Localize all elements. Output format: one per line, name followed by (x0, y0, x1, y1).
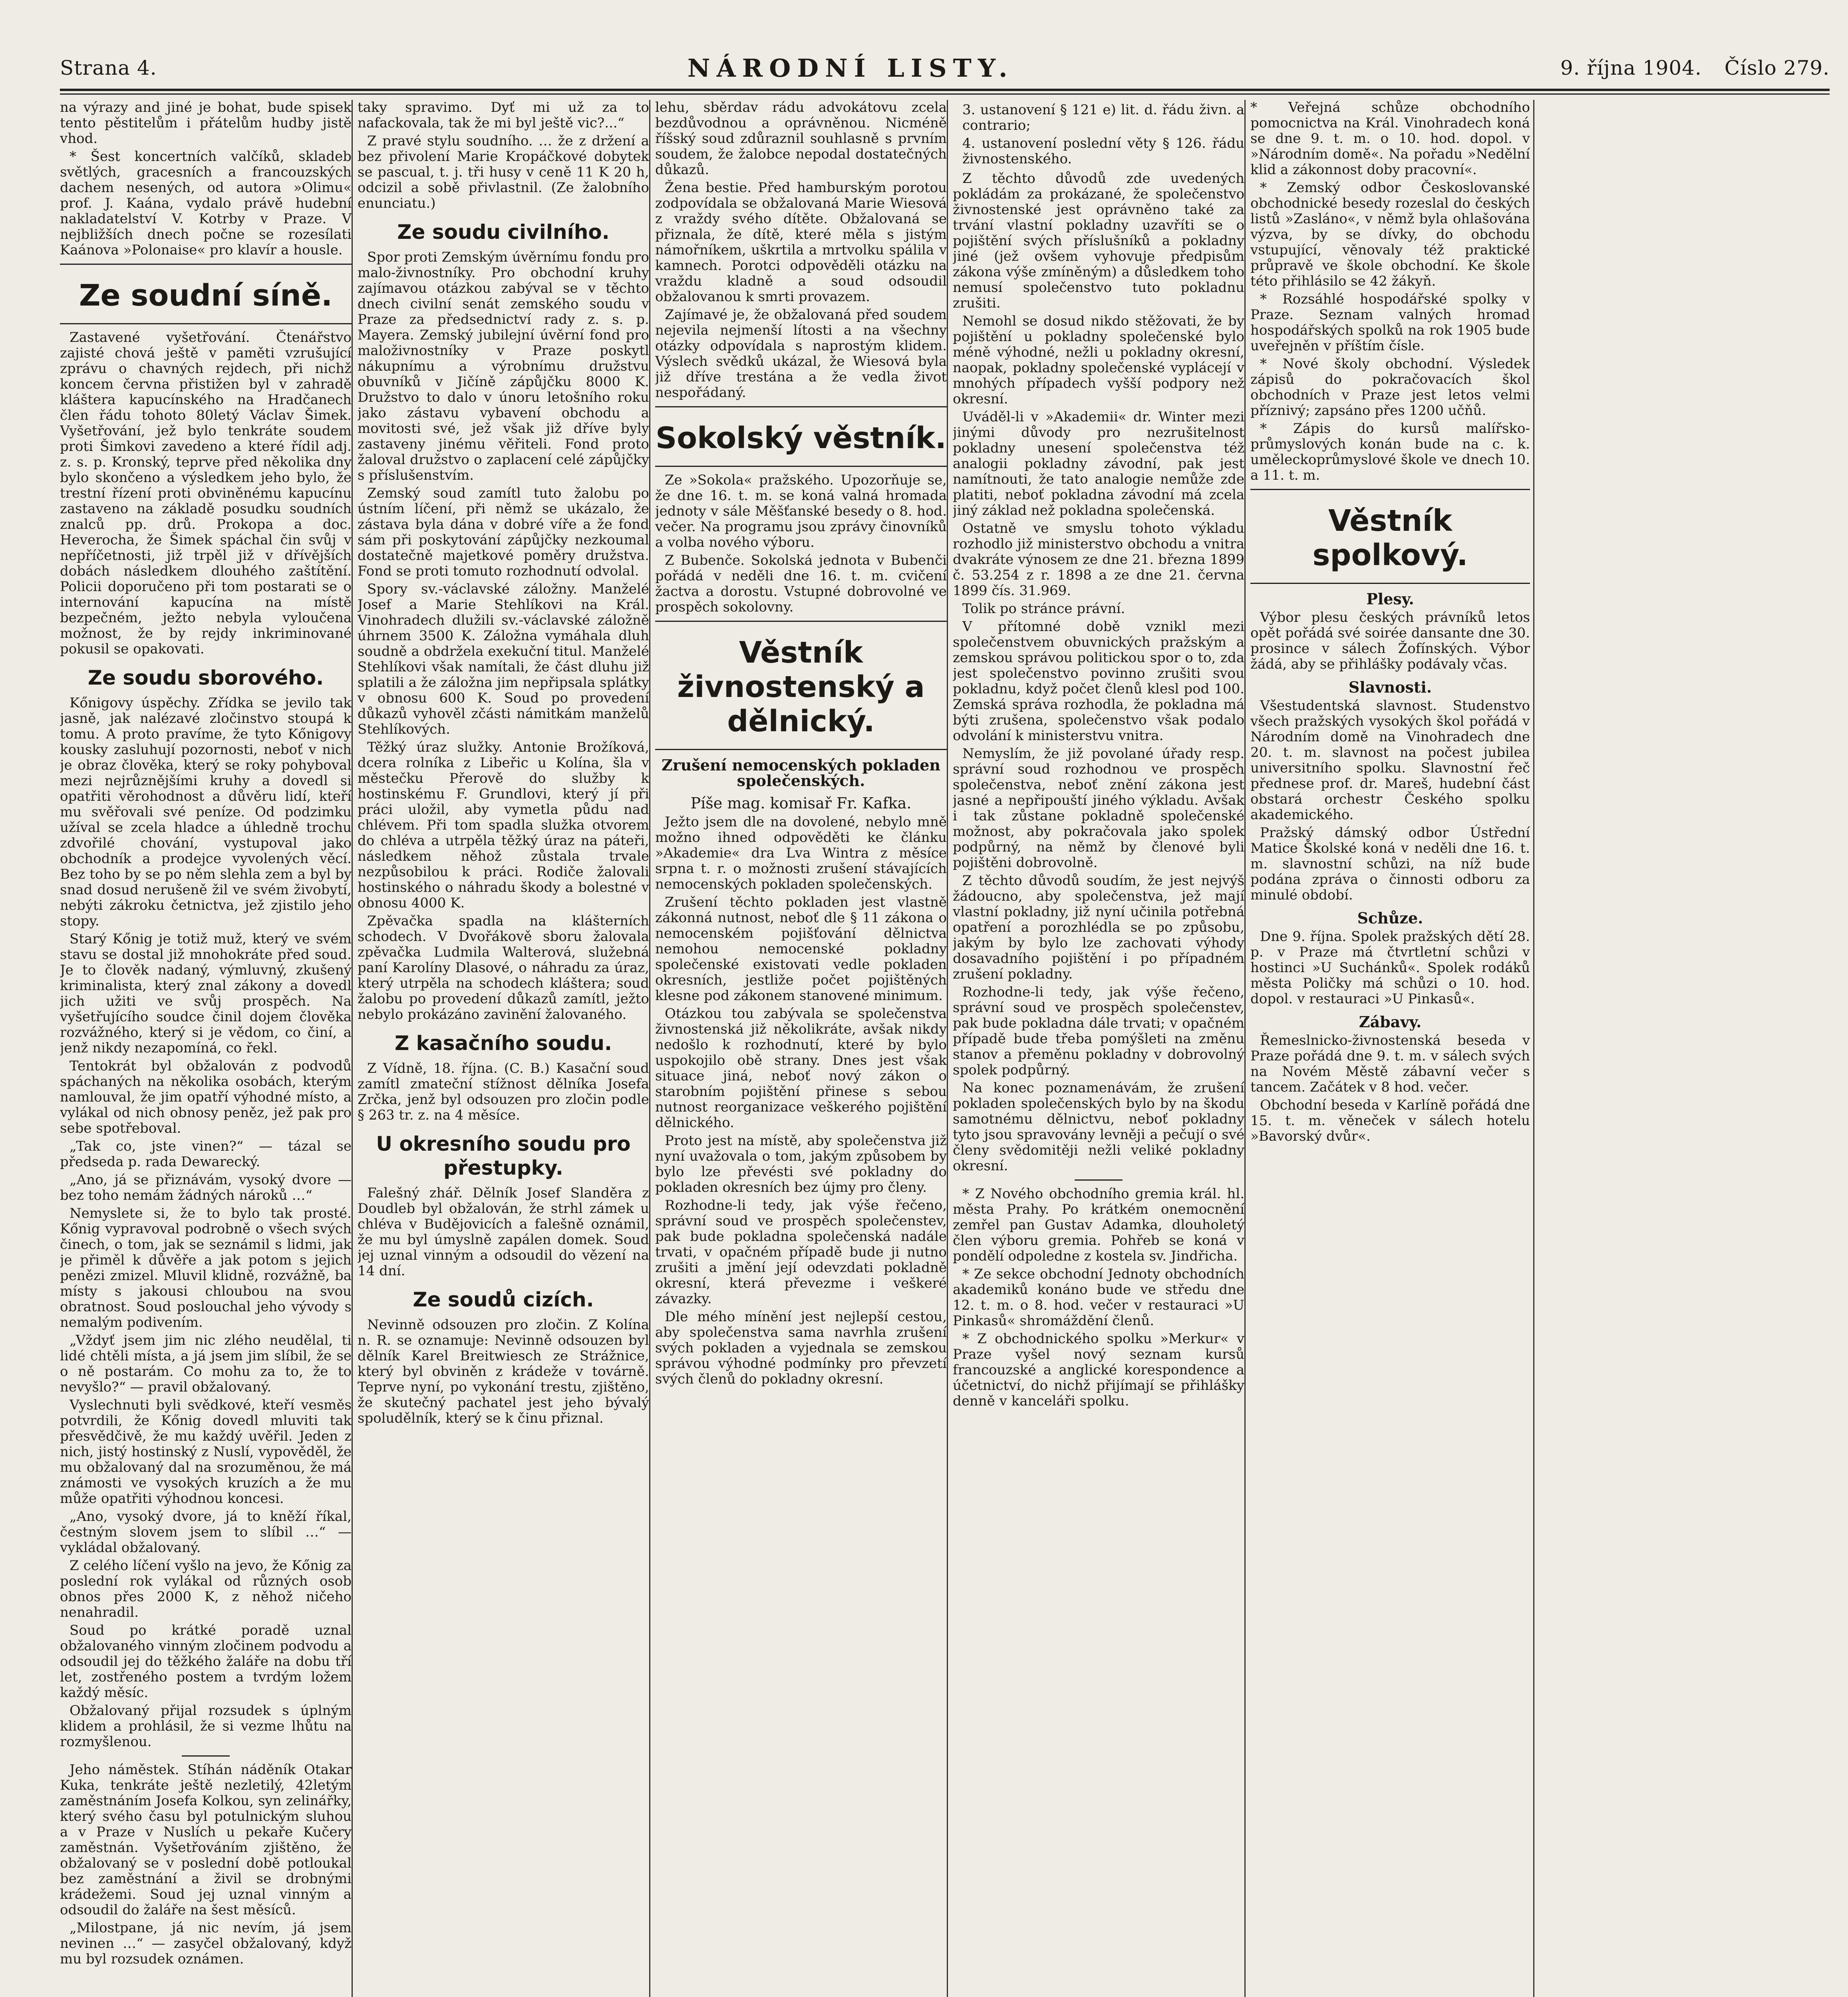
paragraph: Rozhodne-li tedy, jak výše řečeno, správní soud ve prospěch společenstev, pak bude pokladna dále trvati; v opačném případě bude třeba pomýšleti na změnu stanov a přeměnu pokladny v dobrovolný spolek podpůrný. (953, 984, 1244, 1078)
column-divider (649, 100, 650, 1997)
section-heading: Ze soudů cizích. (413, 1288, 594, 1311)
notice: * Zemský odbor Českoslovanské obchodnické besedy rozeslal do českých listů »Zasláno«, v němž byla ohlašována výzva, by se dívky, do obchodu vstupující, věnovaly též praktické průpravě ve škole obchodní. Ke škole této přihlásilo se 42 žákyň. (1250, 180, 1530, 289)
section-heading: Ze soudu sborového. (87, 666, 324, 689)
paragraph: na výrazy and jiné je bohat, bude spisek tento pěstitelům i přátelům hudby jistě vhod. (60, 100, 352, 147)
list-item: 4. ustanovení poslední věty § 126. řádu živnostenského. (962, 135, 1244, 167)
paragraph: „Milostpane, já nic nevím, já jsem nevinen …“ — zasyčel obžalovaný, když mu byl rozsudek oznámen. (60, 1920, 352, 1967)
subsection-heading: Slavnosti. (1348, 678, 1432, 696)
paragraph: Nevinně odsouzen pro zločin. Z Kolína n. R. se oznamuje: Nevinně odsouzen byl dělník Karel Breitwiesch ze Strážnice, který byl obviněn z krádeže v továrně. Teprve nyní, po vykonání trestu, zjištěno, že skutečný pachatel jest jeho bývalý spoludělník, který se k činu přiznal. (358, 1317, 649, 1426)
section-heading: Z kasačního soudu. (395, 1032, 612, 1055)
issue-number: Číslo 279. (1724, 56, 1830, 79)
notice: * Z obchodnického spolku »Merkur« v Praze vyšel nový seznam kursů francouzské a anglické korespondence a účetnictví, do nichž přijímají se přihlášky denně v kanceláři spolku. (953, 1331, 1244, 1409)
notice: * Ze sekce obchodní Jednoty obchodních akademiků konáno bude ve středu dne 12. t. m. o 8. hod. večer v restauraci »U Pinkasů« shromáždění členů. (953, 1266, 1244, 1329)
paragraph: Výbor plesu českých právníků letos opět pořádá své soirée dansante dne 30. prosince v sálech Žofínských. Výbor žádá, aby se přihlášky podávaly včas. (1250, 609, 1530, 672)
paragraph: Žena bestie. Před hamburským porotou zodpovídala se obžalovaná Marie Wiesová z vraždy svého dítěte. Obžalovaná se přiznala, že dítě, které měla s jistým námořníkem, uškrtila a mrtvolku spálila v kamnech. Porotci odpověděli otázku na vraždu kladně a soud odsoudil obžalovanou k smrti provazem. (655, 180, 947, 305)
paragraph: Jeho náměstek. Stíhán náděník Otakar Kuka, tenkráte ještě nezletilý, 42letým zaměstnáním Josefa Kolkou, syn zelinářky, který svého času byl potulnickým sluhou a v Praze v Nuslích u pekaře Kučery zaměstnán. Vyšetřováním zjištěno, že obžalovaný se v poslední době potloukal bez zaměstnání a živil se drobnými krádežemi. Soud jej uznal vinným a odsoudil do žaláře na šest měsíců. (60, 1762, 352, 1918)
notice: * Zápis do kursů malířsko-průmyslových konán bude na c. k. uměleckoprůmyslové škole ve dnech 10. a 11. t. m. (1250, 421, 1530, 483)
paragraph: Zpěvačka spadla na klášterních schodech. V Dvořákově sboru žalovala zpěvačka Ludmila Walterová, služebná paní Karolíny Dlasové, o náhradu za úraz, který utrpěla na schodech kláštera; soud žalobu po provedení důkazů zamítl, ježto nebylo prokázáno zavinění žalovaného. (358, 913, 649, 1022)
paragraph: Uváděl-li v »Akademii« dr. Winter mezi jinými důvody pro nezrušitelnost pokladny unesení společenstva též analogii pokladny závodní, pak jest namítnouti, že tato analogie nemůže zde platiti, neboť pokladna závodní má zcela jiný základ než pokladna společenská. (953, 409, 1244, 518)
paragraph: Tolik po stránce právní. (962, 601, 1125, 617)
paragraph: Proto jest na místě, aby společenstva již nyní uvažovala o tom, jakým způsobem by bylo lze převésti své pokladny do pokladen okresních bez újmy pro členy. (655, 1133, 947, 1195)
paragraph: Těžký úraz služky. Antonie Brožíková, dcera rolníka z Libeřic u Kolína, šla v městečku Přerově do služby k hostinskému F. Grundlovi, který jí při práci uložil, aby vymetla půdu nad chlévem. Při tom spadla služka otvorem do chléva a utrpěla těžký úraz na páteři, následkem něhož zůstala trvale nezpůsobilou k práci. Rodiče žalovali hostinského o náhradu škody a bolestné v obnosu 4000 K. (358, 739, 649, 911)
divider (1075, 1179, 1123, 1181)
page-header (60, 48, 1830, 88)
subsection-heading: Plesy. (1366, 590, 1414, 608)
column-2 (358, 100, 649, 1997)
paragraph: Spor proti Zemským úvěrnímu fondu pro malo-živnostníky. Pro obchodní kruhy zajímavou otázkou zabýval se v těchto dnech civilní senát zemského soudu v Praze za předsednictví rady z. s. p. Mayera. Zemský jubilejní úvěrní fond pro maloživnostníky v Praze poskytl nákupnímu a výrobnímu družstvu obuvníků v Jičíně zápůjčku 8000 K. Družstvo to dalo v únoru letošního roku jako zástavu vybavení obchodu a movitosti své, jež však již dříve byly zastaveny jinému věřiteli. Fond proto žaloval družstvo o zaplacení celé zápůjčky s příslušenstvím. (358, 249, 649, 483)
masthead: NÁRODNÍ LISTY. (687, 53, 1014, 83)
column-1 (60, 100, 352, 1997)
paragraph: * Šest koncertních valčíků, skladeb světlých, gracesních a francouzských dachem nesených, od autora »Olimu« prof. J. Kaána, vydalo právě hudební nakladatelství V. Kotrby v Praze. V nejbližších dnech počne se rozesílati Kaánova »Polonaise« pro klavír a housle. (60, 149, 352, 258)
header-rule (60, 89, 1830, 91)
paragraph: Ze »Sokola« pražského. Upozorňuje se, že dne 16. t. m. se koná valná hromada jednoty v sále Měšťanské besedy o 8. hod. večer. Na programu jsou zprávy činovníků a volba nového výboru. (655, 472, 947, 550)
paragraph: taky spravimo. Dyť mi už za to nafackovala, tak že mi byl ještě vic?...“ (358, 100, 649, 131)
section-heading: Sokolský věstník. (655, 421, 947, 455)
paragraph: Dle mého mínění jest nejlepší cestou, aby společenstva sama navrhla zrušení svých pokladen a vyjednala se zemskou správou výhodné podmínky pro převzetí svých členů do pokladny okresní. (655, 1309, 947, 1387)
paragraph: „Vždyť jsem jim nic zlého neudělal, ti lidé chtěli místa, a já jsem jim slíbil, že se o ně postarám. Co mohu za to, že to nevyšlo?“ — pravil obžalovaný. (60, 1332, 352, 1395)
notice: * Nové školy obchodní. Výsledek zápisů do pokračovacích škol obchodních v Praze jest letos velmi příznivý; zapsáno přes 1200 učňů. (1250, 356, 1530, 419)
paragraph: Soud po krátké poradě uznal obžalovaného vinným zločinem podvodu a odsoudil jej do těžkého žaláře na dobu tří let, zostřeného postem a tvrdým ložem každý měsíc. (60, 1622, 352, 1701)
paragraph: Nemyslím, že již povolané úřady resp. správní soud rozhodnou ve prospěch společenstva, neboť znění zákona jest jasné a nepřipouští jiného výkladu. Avšak i tak zůstane pokladně společenské možnost, aby pokračovala jako spolek podpůrný, na němž by členové byli pojištěni dobrovolně. (953, 746, 1244, 871)
paragraph: Dne 9. října. Spolek pražských dětí 28. p. v Praze má čtvrtletní schůzi v hostinci »U Suchánků«. Spolek rodáků města Poličky má schůzi o 10. hod. dopol. v restauraci »U Pinkasů«. (1250, 929, 1530, 1007)
section-heading: Věstník spolkový. (1312, 504, 1468, 572)
paragraph: Obchodní beseda v Karlíně pořádá dne 15. t. m. věneček v sálech hotelu »Bavorský dvůr«. (1250, 1097, 1530, 1144)
paragraph: Zastavené vyšetřování. Čtenářstvo zajisté chová ještě v paměti vzrušující zprávu o chavných rejdech, při nichž koncem června přistižen byl v zahradě kláštera kapucínského na Hradčanech člen řádu tohoto 80letý Václav Šimek. Vyšetřování, jež bylo tenkráte soudem proti Šimkovi zavedeno a které řídil adj. z. s. p. Kronský, teprve před několika dny bylo skončeno a výsledkem jeho bylo, že trestní řízení proti obviněnému kapucínu zastaveno na základě posudku soudních znalců pp. drů. Prokopa a doc. Heverocha, že Šimek spáchal čin svůj v nepříčetnosti, již trpěl již v dřívějších dobách následkem dlouhého zaštítění. Policii doporučeno při tom postarati se o internování kapucína na místě bezpečném, ježto nebyla vyloučena možnost, že by rejdy inkriminované pokusil se opakovati. (60, 330, 352, 657)
divider (182, 1755, 230, 1757)
paragraph: Zajímavé je, že obžalovaná před soudem nejevila nejmenší lítosti a na všechny otázky odpovídala s naprostým klidem. Výslech svědků ukázal, že Wiesová byla již dříve trestána a že vedla život nespořádaný. (655, 307, 947, 401)
paragraph: Nemyslete si, že to bylo tak prosté. Kőnig vypravoval podrobně o všech svých činech, o tom, jak se seznámil s lidmi, jak je přiměl k důvěře a jak potom s jejich penězi zmizel. Mluvil klidně, rozvážně, ba místy s jakousi chloubou na svou obratnost. Soud poslouchal jeho vývody s nemalým podivením. (60, 1205, 352, 1330)
list (953, 102, 1244, 167)
paragraph: Z těchto důvodů soudím, že jest nejvýš žádoucno, aby společenstva, jež mají vlastní pokladny, již nyní učinila potřebná opatření a porozhlédla se po způsobu, jakým by bylo lze zachovati výhody dosavadního pojištění i po případném zrušení pokladny. (953, 873, 1244, 982)
paragraph: Z celého líčení vyšlo na jevo, že Kőnig za poslední rok vylákal od různých osob obnos přes 2000 K, z něhož ničeho nenahradil. (60, 1558, 352, 1620)
column-3 (655, 100, 947, 1997)
column-divider (1533, 100, 1534, 1997)
section-heading: Ze soudní síně. (79, 278, 333, 313)
paragraph: Na konec poznamenávám, že zrušení pokladen společenských bylo by na škodu samotnému dělnictvu, neboť pokladny tyto jsou spravovány levněji a pečují o své členy svědomitěji nežli veliké pokladny okresní. (953, 1080, 1244, 1174)
section-heading: Ze soudu civilního. (397, 220, 610, 244)
paragraph: Falešný zhář. Dělník Josef Slanděra z Doudleb byl obžalován, že strhl zámek u chléva v Budějovicích a falešně oznámil, že mu byl úmyslně zapálen domek. Soud jej uznal vinným a odsoudil do vězení na 14 dní. (358, 1185, 649, 1279)
paragraph: Ježto jsem dle na dovolené, nebylo mně možno ihned odpověděti ke článku »Akademie« dra Lva Wintra z měsíce srpna t. r. o možnosti zrušení stávajících nemocenských pokladen společenských. (655, 814, 947, 892)
paragraph: „Ano, já se přiznávám, vysoký dvore — bez toho nemám žádných nároků …“ (60, 1172, 352, 1203)
subsection-heading: Schůze. (1357, 909, 1423, 927)
paragraph: Z Bubenče. Sokolská jednota v Bubenči pořádá v neděli dne 16. t. m. cvičení žactva a dorostu. Vstupné dobrovolné ve prospěch sokolovny. (655, 552, 947, 615)
paragraph: Nemohl se dosud nikdo stěžovati, že by pojištění u pokladny společenské bylo méně výhodné, nežli u pokladny okresní, naopak, pokladny společenské vyplácejí v mnohých případech vyšší podpory než okresní. (953, 313, 1244, 407)
paragraph: Rozhodne-li tedy, jak výše řečeno, správní soud ve prospěch společenstev, pak bude pokladna společenská nadále trvati, v opačném případě bude ji nutno zrušiti a jmění její odevzdati pokladně okresní, která převezme i veškeré závazky. (655, 1197, 947, 1307)
paragraph: Tentokrát byl obžalován z podvodů spáchaných na několika osobách, kterým namlouval, že jim opatří výhodné místo, a vylákal od nich obnosy peněz, jež pak pro sebe spotřeboval. (60, 1058, 352, 1136)
paragraph: Starý Kőnig je totiž muž, který ve svém stavu se dostal již mnohokráte před soud. Je to člověk nadaný, výmluvný, zkušený kriminalista, který znal zákony a dovedl jich užiti ve svůj prospěch. Na vyšetřujícího soudce činil dojem člověka rozvážného, který si je vědom, co činí, a jenž nikdy nezapomíná, co řekl. (60, 931, 352, 1056)
paragraph: „Tak co, jste vinen?“ — tázal se předseda p. rada Dewarecký. (60, 1138, 352, 1170)
subsection-heading: Zábavy. (1359, 1013, 1422, 1031)
paragraph: Řemeslnicko-živnostenská beseda v Praze pořádá dne 9. t. m. v sálech svých na Novém Městě zábavní večer s tancem. Začátek v 8 hod. večer. (1250, 1032, 1530, 1095)
page-number: Strana 4. (60, 56, 157, 79)
paragraph: Z těchto důvodů zde uvedených pokládám za prokázané, že společenstvo živnostenské jest oprávněno také za trvání vlastní pokladny uzavříti se o pojištění svých příslušníků a pokladny jiné (jež ovšem vyhovuje předpisům zákona výše zmíněným) a důsledkem toho nemusí společenstvo tuto pokladnu zrušiti. (953, 171, 1244, 311)
article-title: Zrušení nemocenských pokladen společenských. (661, 756, 941, 790)
list-item: 3. ustanovení § 121 e) lit. d. řádu živn. a contrario; (962, 102, 1244, 133)
paragraph: Všestudentská slavnost. Studenstvo všech pražských vysokých škol pořádá v Národním domě na Vinohradech dne 20. t. m. slavnost na počest jubilea universitního spolku. Slavnostní řeč přednese prof. dr. Mareš, hudební část obstará orchestr Českého spolku akademického. (1250, 698, 1530, 823)
header-right (1544, 56, 1830, 79)
paragraph: Obžalovaný přijal rozsudek s úplným klidem a prohlásil, že si vezme lhůtu na rozmyšlenou. (60, 1703, 352, 1750)
notice: * Rozsáhlé hospodářské spolky v Praze. Seznam valných hromad hospodářských spolků na rok 1905 bude uveřejněn v příštím čísle. (1250, 291, 1530, 354)
paragraph: „Ano, vysoký dvore, já to kněží říkal, čestným slovem jsem to slíbil …“ — vykládal obžalovaný. (60, 1509, 352, 1556)
issue-date: 9. října 1904. (1560, 56, 1702, 79)
paragraph: Z pravé stylu soudního. … že z držení a bez přivolení Marie Kropáčkové dobytek se pascual, t. j. tři husy v ceně 11 K 20 h, odcizil a sobě přivlastnil. (Ze žalobního enunciatu.) (358, 133, 649, 211)
byline: Píše mag. komisař Fr. Kafka. (690, 794, 912, 812)
header-rule-thin (60, 93, 1830, 95)
paragraph: Kőnigovy úspěchy. Zřídka se jevilo tak jasně, jak nalézavé zločinstvo stoupá k tomu. A proto pravíme, že tyto Kőnigovy kousky zasluhují pozornosti, neboť v nich je obraz člověka, který se roky pohyboval mezi nejrůznějšími kruhy a dovedl si opatřiti věrohodnost a důvěru lidí, kteří mu svěřovali své peníze. Od podzimku užíval se zcela hladce a úhledně trochu zdvořilé chování, vystupoval jako obchodník a prodejce vyvolených věcí. Bez toho by se po něm slehla zem a byl by snad dosud nerušeně žil ve svém živobytí, nebýti zákroku četnictva, jež zjistilo jeho stopy. (60, 695, 352, 929)
section-heading: Věstník živnostenský a dělnický. (677, 635, 925, 738)
paragraph: Spory sv.-václavské záložny. Manželé Josef a Marie Stehlíkovi na Král. Vinohradech dlužili sv.-václavské záložně úhrnem 3500 K. Záložna vymáhala dluh soudně a obdržela exekuční titul. Manželé Stehlíkovi však namítali, že část dluhu již splatili a že záložna jim nepřipsala splátky v obnosu 600 K. Soud po provedení důkazů vyhověl zčásti námitkám manželů Stehlíkových. (358, 581, 649, 737)
column-divider (352, 100, 353, 1997)
paragraph: Otázkou tou zabývala se společenstva živnostenská již několikráte, avšak nikdy nedošlo k rozhodnutí, které by bylo uspokojilo obě strany. Dnes jest však situace jiná, neboť nový zákon o starobním pojištění přinese s sebou nutnost reorganizace veškerého pojištění dělnického. (655, 1006, 947, 1131)
column-4 (953, 100, 1244, 1997)
paragraph: Pražský dámský odbor Ústřední Matice Školské koná v neděli dne 16. t. m. slavnostní schůzi, na níž bude podána zpráva o činnosti odboru za minulé období. (1250, 825, 1530, 903)
paragraph: Z Vídně, 18. října. (C. B.) Kasační soud zamítl zmateční stížnost dělníka Josefa Zrčka, jenž byl odsouzen pro zločin podle § 263 tr. z. na 4 měsíce. (358, 1060, 649, 1123)
column-divider (947, 100, 948, 1997)
column-divider (1244, 100, 1246, 1997)
section-heading: U okresního soudu pro přestupky. (376, 1132, 631, 1179)
paragraph: Vyslechnuti byli svědkové, kteří vesměs potvrdili, že Kőnig dovedl mluviti tak přesvědčivě, že mu každý uvěřil. Jeden z nich, jistý hostinský z Nuslí, vypověděl, že mu obžalovaný dal na srozuměnou, že má známosti ve vysokých kruzích a že mu může opatřiti výhodnou koncesi. (60, 1397, 352, 1507)
paragraph: Zrušení těchto pokladen jest vlastně zákonná nutnost, neboť dle § 11 zákona o nemocenském pojišťování dělnictva nemohou nemocenské pokladny společenské existovati vedle pokladen okresních, jestliže počet pojištěných klesne pod zákonem stanovené minimum. (655, 894, 947, 1004)
column-5 (1250, 100, 1530, 1997)
paragraph: V přítomné době vznikl mezi společenstvem obuvnických pražským a zemskou správou politickou spor o to, zda jest společenstvo povinno zrušiti svou pokladnu, když počet členů klesl pod 100. Zemská správa rozhodla, že pokladna má býti zrušena, společenstvo však podalo odvolání k ministerstvu vnitra. (953, 619, 1244, 744)
notice: * Veřejná schůze obchodního pomocnictva na Král. Vinohradech koná se dne 9. t. m. o 10. hod. dopol. v »Národním domě«. Na pořadu »Nedělní klid a zákonnost doby pracovní«. (1250, 100, 1530, 178)
notice: * Z Nového obchodního gremia král. hl. města Prahy. Po krátkém onemocnění zemřel pan Gustav Adamka, dlouholetý člen výboru gremia. Pohřeb se koná v pondělí odpoledne z kostela sv. Jindřicha. (953, 1186, 1244, 1264)
paragraph: Zemský soud zamítl tuto žalobu po ústním líčení, při němž se ukázalo, že zástava byla dána v dobré víře a že fond sám při poskytování zápůjčky nezkoumal dostatečně majetkové poměry družstva. Fond se proti tomuto rozhodnutí odvolal. (358, 485, 649, 579)
paragraph: Ostatně ve smyslu tohoto výkladu rozhodlo již ministerstvo obchodu a vnitra dvakráte výnosem ze dne 21. března 1899 č. 53.254 z r. 1898 a ze dne 21. června 1899 čís. 31.969. (953, 520, 1244, 599)
paragraph: lehu, sběrdav rádu advokátovu zcela bezdůvodnou a oprávněnou. Nicméně říšský soud zdůraznil souhlasně s prvním soudem, že žalobce nepodal dostatečných důkazů. (655, 100, 947, 178)
